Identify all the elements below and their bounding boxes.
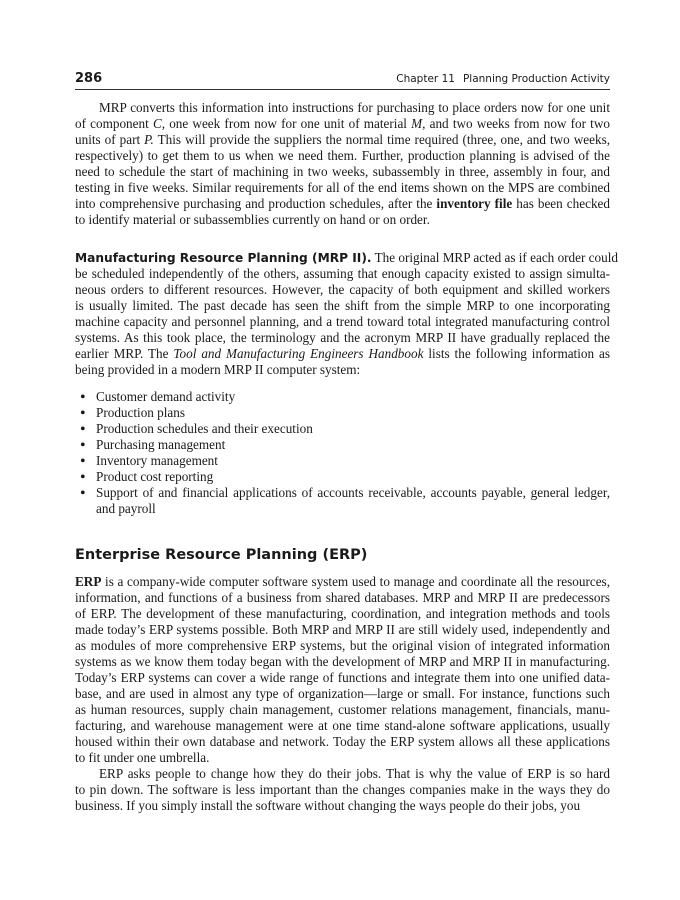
- text-segment: information, and functions of a business from shared databases. MRP and MRP II are predecessors: [75, 590, 610, 605]
- list-item-text: Support of and financial applications of accounts receivable, accounts payable, general ledger,: [96, 485, 610, 500]
- text-segment: P.: [144, 132, 154, 147]
- chapter-number: Chapter 11: [396, 73, 455, 85]
- text-line: [75, 148, 610, 164]
- text-segment: neous orders to different resources. However, the capacity of both equipment and skilled workers: [75, 282, 610, 297]
- text-segment: to pin down. The software is less important than the changes companies make in the ways they do: [75, 782, 610, 797]
- page-number: 286: [75, 71, 103, 86]
- text-line: [75, 574, 610, 590]
- text-line: [75, 638, 610, 654]
- text-segment: ERP: [75, 574, 102, 589]
- text-line: [75, 702, 610, 718]
- text-segment: being provided in a modern MRP II computer system:: [75, 362, 361, 377]
- text-segment: one week from now for one unit of material: [165, 116, 412, 131]
- text-segment: of ERP. The development of these manufacturing, coordination, and integration methods and tools: [75, 606, 610, 621]
- text-segment: housed within their own database and network. Today the ERP system allows all these applications: [75, 734, 610, 749]
- text-segment: The original MRP acted as if each order could: [371, 250, 618, 265]
- text-line: [75, 718, 610, 734]
- list-item: [75, 421, 610, 437]
- text-segment: machine capacity and personnel planning, and a trend toward total integrated manufacturing control: [75, 314, 610, 329]
- text-segment: This will provide the suppliers the normal time required (three, one, and two weeks,: [153, 132, 610, 147]
- text-line: [75, 298, 610, 314]
- text-segment: and two weeks from now for two: [425, 116, 610, 131]
- list-item-text: Product cost reporting: [96, 469, 214, 484]
- paragraph-mrp-conversion: [75, 100, 610, 228]
- running-header: [75, 71, 610, 90]
- list-item: [75, 485, 610, 517]
- text-segment: has been checked: [512, 196, 610, 211]
- text-line: [75, 606, 610, 622]
- list-item: [75, 405, 610, 421]
- list-item-text: Inventory management: [96, 453, 218, 468]
- chapter-header: [388, 73, 610, 85]
- text-segment: C,: [152, 116, 166, 131]
- text-line: [75, 734, 610, 750]
- list-item: [75, 469, 610, 485]
- text-segment: Today’s ERP systems can cover a wide range of functions and integrate them into one unified data-: [75, 670, 610, 685]
- text-segment: into comprehensive purchasing and production schedules, after the: [75, 196, 437, 211]
- text-line: [75, 282, 610, 298]
- run-in-heading: Manufacturing Resource Planning (MRP II).: [75, 251, 372, 265]
- text-line: [75, 330, 610, 346]
- list-item-text: Production schedules and their execution: [96, 421, 313, 436]
- text-segment: made today’s ERP systems possible. Both MRP and MRP II are still widely used, independently and: [75, 622, 610, 637]
- bullet-list: [75, 389, 610, 517]
- text-segment: units of part: [75, 132, 145, 147]
- text-segment: MRP converts this information into instructions for purchasing to place orders now for one unit: [99, 100, 610, 115]
- text-line: [75, 212, 610, 228]
- text-segment: business. If you simply install the software without changing the ways people do their jobs, you: [75, 798, 581, 813]
- section-heading-erp: Enterprise Resource Planning (ERP): [75, 547, 368, 563]
- text-segment: as human resources, supply chain management, customer relations management, financials, manu-: [75, 702, 610, 717]
- text-segment: systems. As this took place, the terminology and the acronym MRP II have gradually replaced the: [75, 330, 610, 345]
- text-segment: as modules of more comprehensive ERP systems, but the original vision of integrated information: [75, 638, 610, 653]
- bullet-icon: •: [80, 485, 86, 502]
- list-item: [75, 437, 610, 453]
- bullet-icon: •: [80, 437, 86, 454]
- text-line: [75, 654, 610, 670]
- bullet-icon: •: [80, 405, 86, 422]
- text-segment: lists the following information as: [423, 346, 610, 361]
- paragraph-erp-definition: [75, 574, 610, 766]
- text-line: [75, 622, 610, 638]
- text-line: [75, 670, 610, 686]
- text-line: [75, 132, 610, 148]
- text-line: [75, 100, 610, 116]
- bullet-icon: •: [80, 389, 86, 406]
- text-segment: facturing, and warehouse management were at one time stand-alone software applications, usually: [75, 718, 610, 733]
- text-segment: of component: [75, 116, 153, 131]
- paragraph-mrp-ii: [75, 250, 618, 378]
- text-line: [75, 250, 618, 266]
- text-line: [75, 164, 610, 180]
- text-line: [75, 750, 610, 766]
- text-segment: M,: [411, 116, 426, 131]
- bullet-icon: •: [80, 421, 86, 438]
- text-segment: is usually limited. The past decade has seen the shift from the simple MRP to one incorporating: [75, 298, 610, 313]
- bullet-icon: •: [80, 453, 86, 470]
- text-segment: systems as we know them today began with the development of MRP and MRP II in manufacturing.: [75, 654, 610, 669]
- text-segment: inventory file: [436, 196, 513, 211]
- text-segment: Tool and Manufacturing Engineers Handbook: [173, 346, 424, 361]
- text-segment: base, and are used in almost any type of organization—large or small. For instance, functions such: [75, 686, 610, 701]
- list-item-text: Purchasing management: [96, 437, 226, 452]
- text-line: [75, 362, 610, 378]
- text-segment: is a company-wide computer software system used to manage and coordinate all the resources,: [101, 574, 610, 589]
- text-line: [75, 346, 610, 362]
- list-item: [75, 453, 610, 469]
- text-segment: testing in five weeks. Similar requirements for all of the end items shown on the MPS are combined: [75, 180, 610, 195]
- text-segment: to fit under one umbrella.: [75, 750, 210, 765]
- text-segment: be scheduled independently of the others, assuming that enough capacity existed to assign simulta-: [75, 266, 610, 281]
- text-line: [75, 798, 610, 814]
- text-line: [75, 766, 610, 782]
- list-item-text: Production plans: [96, 405, 186, 420]
- text-segment: respectively) to get them to us when we need them. Further, production planning is advised of the: [75, 148, 610, 163]
- text-line: [75, 314, 610, 330]
- paragraph-erp-change: [75, 766, 610, 814]
- text-segment: to identify material or subassemblies currently on hand or on order.: [75, 212, 430, 227]
- text-segment: ERP asks people to change how they do their jobs. That is why the value of ERP is so hard: [99, 766, 610, 781]
- text-line: [75, 266, 610, 282]
- text-line: [75, 180, 610, 196]
- list-item-text: and payroll: [96, 501, 156, 516]
- text-line: [75, 116, 610, 132]
- text-segment: earlier MRP. The: [75, 346, 174, 361]
- list-item-text: Customer demand activity: [96, 389, 236, 404]
- text-line: [75, 782, 610, 798]
- text-line: [75, 686, 610, 702]
- chapter-title: Planning Production Activity: [462, 73, 610, 85]
- text-line: [75, 590, 610, 606]
- text-line: [75, 196, 610, 212]
- list-item: [75, 389, 610, 405]
- bullet-icon: •: [80, 469, 86, 486]
- text-segment: need to schedule the start of machining in two weeks, subassembly in three, assembly in four, and: [75, 164, 610, 179]
